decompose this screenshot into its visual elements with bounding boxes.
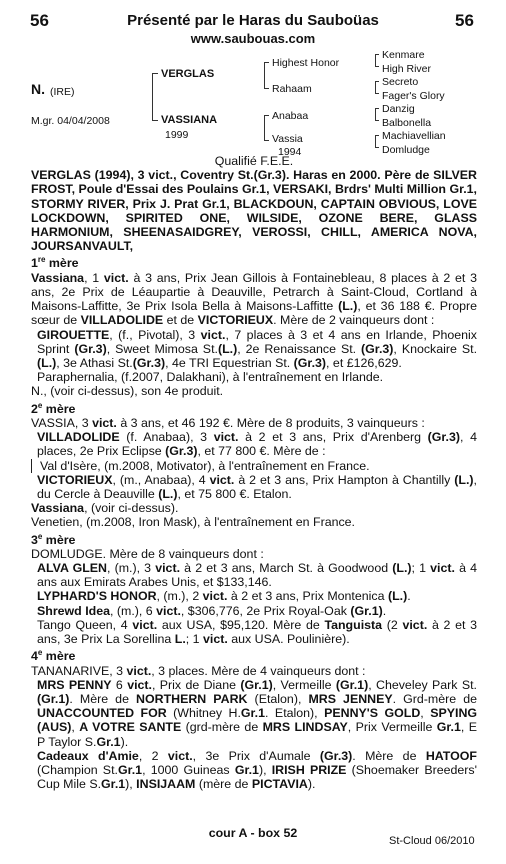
bracket-line [264, 115, 265, 141]
bracket-line [152, 120, 158, 121]
sire-name: VERGLAS [161, 68, 215, 80]
dam-name: VASSIANA [161, 114, 218, 126]
sale-date: St-Cloud 06/2010 [389, 835, 475, 847]
villadolide-entry: VILLADOLIDE (f. Anabaa), 3 vict. à 2 et 3 ans, Prix d'Arenberg (Gr.3), 4 places, 2e Prix Eclipse (Gr.3), et 77 800 €. Mère de : [37, 430, 477, 459]
sire-dam: Rahaam [272, 83, 312, 95]
horse-name: N. [31, 81, 45, 97]
horse-country: (IRE) [50, 86, 75, 98]
bracket-line [152, 73, 153, 121]
g-dam-2: Balbonella [382, 117, 432, 129]
tananarive-paragraph: TANANARIVE, 3 vict., 3 places. Mère de 4 vainqueurs dont : [31, 663, 366, 678]
vassiana-ref-entry: Vassiana, (voir ci-dessus). [31, 501, 179, 516]
lyphards-honor-entry: LYPHARD'S HONOR, (m.), 2 vict. à 2 et 3 ans, Prix Montenica (L.). [37, 589, 411, 604]
girouette-entry: GIROUETTE, (f., Pivotal), 3 vict., 7 places à 3 et 4 ans en Irlande, Phoenix Sprint (Gr.3), Sweet Mimosa St.(L.), 2e Renaissance St. (Gr.3), Knockaire St.(L.), 3e Athasi St.(Gr.3), 4e TRI Equestrian St. (Gr.3), et £126,629. [37, 327, 478, 370]
lot-number-left: 56 [30, 11, 49, 30]
g-dam-1: Danzig [382, 103, 415, 115]
g-sire-3: Secreto [382, 76, 419, 88]
g-sire-1: Kenmare [382, 49, 425, 61]
second-dam-heading: 2e mère [31, 400, 76, 416]
victorieux-entry: VICTORIEUX, (m., Anabaa), 4 vict. à 2 et 3 ans, Prix Hampton à Chantilly (L.), du Cercle à Deauville (L.), et 75 800 €. Etalon. [37, 472, 477, 501]
venetien-entry: Venetien, (m.2008, Iron Mask), à l'entraînement en France. [31, 515, 356, 530]
horse-details: M.gr. 04/04/2008 [31, 115, 110, 127]
catalog-body [31, 154, 477, 791]
cadeaux-damie-entry: Cadeaux d'Amie, 2 vict., 3e Prix d'Aumale (Gr.3). Mère de HATOOF (Champion St.Gr.1, 1000 Guineas Gr.1), IRISH PRIZE (Shoemaker Breeders' Cup Mile S.Gr.1), INSIJAAM (mère de PICTAVIA). [37, 748, 477, 792]
bracket-line [375, 81, 379, 82]
bracket-line [375, 135, 379, 136]
bracket-line [152, 73, 158, 74]
bracket-line [264, 62, 265, 89]
dam-year: 1999 [165, 129, 189, 141]
dam-sire: Anabaa [272, 110, 309, 122]
qualification-note: Qualifié F.E.E. [214, 154, 294, 168]
bracket-line [375, 120, 379, 121]
bracket-line [264, 115, 269, 116]
bracket-line [264, 88, 269, 89]
box-location: cour A - box 52 [208, 826, 298, 840]
bracket-line [375, 93, 379, 94]
shrewd-idea-entry: Shrewd Idea, (m.), 6 vict., $306,776, 2e Prix Royal-Oak (Gr.1). [37, 603, 387, 618]
g-dam-4: Domludge [382, 144, 430, 156]
mrs-penny-entry: MRS PENNY 6 vict., Prix de Diane (Gr.1), Vermeille (Gr.1), Cheveley Park St.(Gr.1). Mère de NORTHERN PARK (Etalon), MRS JENNEY. Grd-mère de UNACCOUNTED FOR (Whitney H.Gr.1. Etalon), PENNY'S GOLD, SPYING (AUS), A VOTRE SANTE (grd-mère de MRS LINDSAY, Prix Vermeille Gr.1, E P Taylor S.Gr.1). [37, 677, 478, 749]
domludge-paragraph: DOMLUDGE. Mère de 8 vainqueurs dont : [31, 546, 264, 561]
bracket-line [375, 147, 379, 148]
dam-dam: Vassia [272, 133, 303, 145]
vassiana-paragraph: Vassiana, 1 vict. à 3 ans, Prix Jean Gillois à Fontainebleau, 8 places à 2 et 3 ans, 2e Prix de Léaupartie à Deauville, Petrarch à Saint-Cloud, Cortland à Maisons-Laffitte, 3e Prix Isola Bella à Maisons-Laffitte (L.), et 36 188 €. Propre sœur de VILLADOLIDE et de VICTORIEUX. Mère de 2 vainqueurs dont : [31, 270, 477, 328]
bracket-line [264, 62, 269, 63]
fourth-dam-heading: 4e mère [31, 648, 76, 664]
paraphernalia-entry: Paraphernalia, (f.2007, Dalakhani), à l'entraînement en Irlande. [37, 370, 384, 385]
alva-glen-entry: ALVA GLEN, (m.), 3 vict. à 2 et 3 ans, March St. à Goodwood (L.); 1 vict. à 4 ans aux Emirats Arabes Unis, et $133,146. [37, 561, 478, 590]
g-dam-3: Machiavellian [382, 130, 446, 142]
val-isere-entry: Val d'Isère, (m.2008, Motivator), à l'entraînement en France. [31, 459, 477, 473]
bracket-line [375, 66, 379, 67]
tango-queen-entry: Tango Queen, 4 vict. aux USA, $95,120. Mère de Tanguista (2 vict. à 2 et 3 ans, 3e Prix La Sorellina L.; 1 vict. aux USA. Poulinière). [37, 617, 478, 647]
first-dam-heading: 1re mère [31, 255, 79, 271]
consignor-title: Présenté par le Haras du Sauboüas [127, 12, 379, 29]
consignor-url: www.saubouas.com [190, 31, 316, 46]
sire-sire: Highest Honor [272, 57, 340, 69]
third-dam-heading: 3e mère [31, 531, 76, 547]
n-entry: N., (voir ci-dessus), son 4e produit. [31, 384, 224, 399]
sire-paragraph: VERGLAS (1994), 3 vict., Coventry St.(Gr.3). Haras en 2000. Père de SILVER FROST, Poule d'Essai des Poulains Gr.1, VERSAKI, Brdrs' Multi Million Gr.1, STORMY RIVER, Prix J. Prat Gr.1, BLACKDOUN, CAPTAIN OBVIOUS, LOVE LOCKDOWN, SPIRITED ONE, WILSIDE, OZONE BERE, GLASS HARMONIUM, SHEENASAIDGREY, VEROSSI, CHILL, AMERICA NOVA, JOURSANVAULT, [31, 168, 477, 254]
g-sire-4: Fager's Glory [382, 90, 445, 102]
lot-number-right: 56 [455, 11, 474, 30]
vassia-paragraph: VASSIA, 3 vict. à 3 ans, et 46 192 €. Mère de 8 produits, 3 vainqueurs : [31, 415, 425, 430]
bracket-line [375, 108, 379, 109]
bracket-line [264, 140, 269, 141]
g-sire-2: High River [382, 63, 432, 75]
bracket-line [375, 54, 379, 55]
dam-dam-year: 1994 [278, 146, 302, 158]
